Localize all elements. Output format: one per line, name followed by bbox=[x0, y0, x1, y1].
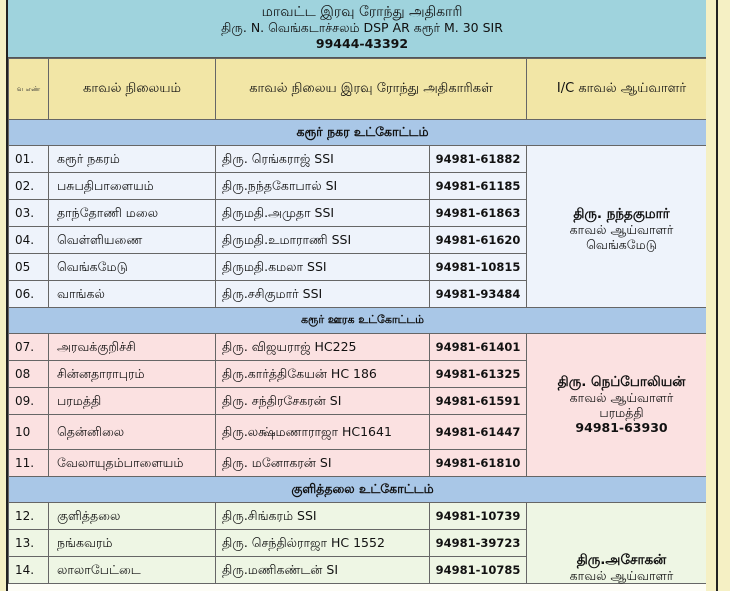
officer-name: திரு.சிங்கரம் SSI bbox=[216, 503, 430, 530]
row-number: 10 bbox=[9, 415, 49, 450]
officer-name: திரு. சந்திரசேகரன் SI bbox=[216, 388, 430, 415]
officer-name: திருமதி.கமலா SSI bbox=[216, 254, 430, 281]
officer-phone: 94981-61447 bbox=[430, 415, 527, 450]
column-inspector: I/C காவல் ஆய்வாளர் bbox=[527, 59, 717, 120]
inspector-place: பரமத்தி bbox=[599, 405, 644, 420]
officer-phone: 94981-61185 bbox=[430, 173, 527, 200]
inspector-role: காவல் ஆய்வாளர் bbox=[569, 390, 674, 405]
officer-phone: 94981-93484 bbox=[430, 281, 527, 308]
station-name: சின்னதாராபுரம் bbox=[49, 361, 216, 388]
row-number: 13. bbox=[9, 530, 49, 557]
document-header bbox=[8, 0, 716, 58]
officer-name: திருமதி.அமுதா SSI bbox=[216, 200, 430, 227]
section-title: கரூர் ஊரக உட்கோட்டம் bbox=[9, 308, 717, 334]
section-header bbox=[9, 477, 717, 503]
officer-phone: 94981-61882 bbox=[430, 146, 527, 173]
row-number: 07. bbox=[9, 334, 49, 361]
header-officer: திரு. N. வெங்கடாச்சலம் DSP AR கரூர் M. 30 SIR bbox=[221, 20, 503, 35]
inspector-cell bbox=[527, 334, 717, 477]
inspector-place: வெங்கமேடு bbox=[586, 237, 657, 252]
inspector-name: திரு. நந்தகுமார் bbox=[573, 206, 670, 222]
section-header bbox=[9, 120, 717, 146]
table-row bbox=[9, 503, 717, 530]
column-header-row bbox=[9, 59, 717, 120]
section-header bbox=[9, 308, 717, 334]
officer-name: திரு. ரெங்கராஜ் SSI bbox=[216, 146, 430, 173]
row-number: 03. bbox=[9, 200, 49, 227]
officer-name: திரு. விஜயராஜ் HC225 bbox=[216, 334, 430, 361]
roster-body bbox=[9, 120, 717, 584]
row-number: 12. bbox=[9, 503, 49, 530]
header-phone: 99444-43392 bbox=[315, 36, 409, 51]
officer-name: திரு.சசிகுமார் SSI bbox=[216, 281, 430, 308]
row-number: 04. bbox=[9, 227, 49, 254]
column-station: காவல் நிலையம் bbox=[49, 59, 216, 120]
officer-phone: 94981-10739 bbox=[430, 503, 527, 530]
table-row bbox=[9, 334, 717, 361]
officer-phone: 94981-10815 bbox=[430, 254, 527, 281]
station-name: குளித்தலை bbox=[49, 503, 216, 530]
station-name: நங்கவரம் bbox=[49, 530, 216, 557]
row-number: 14. bbox=[9, 557, 49, 584]
station-name: கரூர் நகரம் bbox=[49, 146, 216, 173]
officer-phone: 94981-39723 bbox=[430, 530, 527, 557]
station-name: வேலாயுதம்பாளையம் bbox=[49, 450, 216, 477]
row-number: 08 bbox=[9, 361, 49, 388]
station-name: வெள்ளியணை bbox=[49, 227, 216, 254]
station-name: தென்னிலை bbox=[49, 415, 216, 450]
station-name: தாந்தோணி மலை bbox=[49, 200, 216, 227]
inspector-role: காவல் ஆய்வாளர் bbox=[569, 568, 674, 583]
inspector-phone: 94981-63930 bbox=[575, 420, 668, 435]
row-number: 09. bbox=[9, 388, 49, 415]
table-row bbox=[9, 146, 717, 173]
inspector-name: திரு.அசோகன் bbox=[576, 552, 667, 568]
station-name: பசுபதிபாளையம் bbox=[49, 173, 216, 200]
officer-phone: 94981-61863 bbox=[430, 200, 527, 227]
officer-phone: 94981-61401 bbox=[430, 334, 527, 361]
officer-name: திரு.லக்ஷ்மணாராஜா HC1641 bbox=[216, 415, 430, 450]
station-name: அரவக்குறிச்சி bbox=[49, 334, 216, 361]
station-name: வெங்கமேடு bbox=[49, 254, 216, 281]
station-name: லாலாபேட்டை bbox=[49, 557, 216, 584]
station-name: வாங்கல் bbox=[49, 281, 216, 308]
inspector-cell bbox=[527, 503, 717, 584]
officer-name: திரு. மனோகரன் SI bbox=[216, 450, 430, 477]
inspector-cell bbox=[527, 146, 717, 308]
officer-phone: 94981-10785 bbox=[430, 557, 527, 584]
roster-table bbox=[8, 58, 717, 584]
row-number: 06. bbox=[9, 281, 49, 308]
section-title: குளித்தலை உட்கோட்டம் bbox=[9, 477, 717, 503]
header-title: மாவட்ட இரவு ரோந்து அதிகாரி bbox=[261, 4, 463, 20]
officer-name: திரு.நந்தகோபால் SI bbox=[216, 173, 430, 200]
officer-name: திரு.கார்த்திகேயன் HC 186 bbox=[216, 361, 430, 388]
row-number: 01. bbox=[9, 146, 49, 173]
officer-phone: 94981-61325 bbox=[430, 361, 527, 388]
officer-name: திருமதி.உமாராணி SSI bbox=[216, 227, 430, 254]
column-sno: வ எண் bbox=[9, 59, 49, 120]
station-name: பரமத்தி bbox=[49, 388, 216, 415]
right-margin bbox=[706, 0, 716, 591]
column-officer: காவல் நிலைய இரவு ரோந்து அதிகாரிகள் bbox=[216, 59, 527, 120]
officer-name: திரு.மணிகண்டன் SI bbox=[216, 557, 430, 584]
row-number: 02. bbox=[9, 173, 49, 200]
officer-phone: 94981-61620 bbox=[430, 227, 527, 254]
officer-name: திரு. செந்தில்ராஜா HC 1552 bbox=[216, 530, 430, 557]
section-title: கரூர் நகர உட்கோட்டம் bbox=[9, 120, 717, 146]
row-number: 05 bbox=[9, 254, 49, 281]
row-number: 11. bbox=[9, 450, 49, 477]
roster-sheet bbox=[6, 0, 718, 591]
inspector-name: திரு. நெப்போலியன் bbox=[557, 374, 686, 390]
inspector-role: காவல் ஆய்வாளர் bbox=[569, 222, 674, 237]
officer-phone: 94981-61810 bbox=[430, 450, 527, 477]
officer-phone: 94981-61591 bbox=[430, 388, 527, 415]
